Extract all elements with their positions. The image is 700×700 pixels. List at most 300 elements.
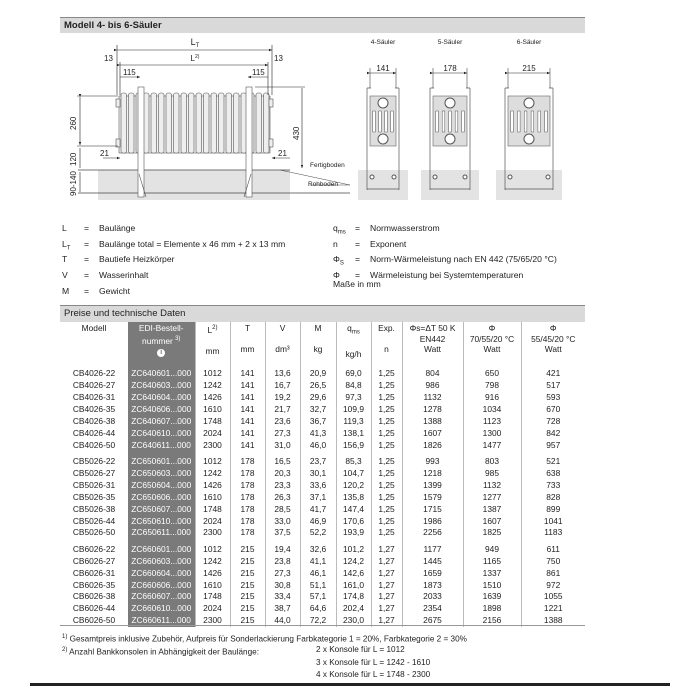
radiator-section bbox=[226, 93, 232, 153]
legend-symbol: Φ bbox=[333, 270, 340, 281]
cell: 1477 bbox=[463, 440, 521, 452]
anchor-bolt bbox=[463, 175, 467, 179]
cell: 36,7 bbox=[300, 416, 336, 428]
cell: 109,9 bbox=[336, 404, 371, 416]
legend-symbol: n bbox=[333, 238, 338, 249]
cell: 142,6 bbox=[336, 568, 371, 580]
cell: 1,25 bbox=[371, 468, 402, 480]
cell: 1826 bbox=[402, 440, 463, 452]
column-unit: dm³ bbox=[275, 344, 290, 354]
cell: ZC660610...000 bbox=[128, 603, 195, 615]
cell: 1012 bbox=[195, 456, 230, 468]
column-header: Exp. n bbox=[371, 322, 402, 359]
column-tube bbox=[391, 111, 394, 132]
cell: 957 bbox=[521, 440, 585, 452]
cell: 215 bbox=[230, 615, 265, 627]
dim-120: 120 bbox=[69, 152, 78, 166]
cell: 421 bbox=[521, 368, 585, 380]
cell: CB6026-35 bbox=[72, 579, 116, 590]
legend-equals: = bbox=[84, 238, 90, 249]
cell: 57,1 bbox=[300, 591, 336, 603]
cell: 1,27 bbox=[371, 580, 402, 592]
table-row bbox=[60, 516, 585, 528]
cell: 1165 bbox=[463, 556, 521, 568]
pipe-connection bbox=[445, 98, 455, 108]
cell: 32,7 bbox=[300, 404, 336, 416]
dim-115-right: 115 bbox=[252, 68, 265, 77]
side-width-label: 215 bbox=[522, 64, 536, 73]
legend-item bbox=[62, 239, 285, 255]
cell: 64,6 bbox=[300, 603, 336, 615]
cell: 1177 bbox=[402, 544, 463, 556]
cell: 2033 bbox=[402, 591, 463, 603]
cell: 1242 bbox=[195, 380, 230, 392]
dim-430: 430 bbox=[292, 126, 301, 140]
cell: CB4026-38 bbox=[72, 415, 116, 426]
column-unit: kg bbox=[313, 344, 323, 354]
legend-text: Wärmeleistung bei Systemtemperaturen bbox=[370, 270, 524, 281]
cell: CB5026-27 bbox=[72, 467, 116, 478]
cell: 1,25 bbox=[371, 504, 402, 516]
cell: 38,7 bbox=[265, 603, 300, 615]
column-header: Φs=ΔT 50 K EN442 Watt bbox=[402, 322, 463, 359]
cell: 16,7 bbox=[265, 380, 300, 392]
table-bottom-rule bbox=[60, 625, 585, 626]
cell: 949 bbox=[463, 544, 521, 556]
cell: 750 bbox=[521, 556, 585, 568]
legend-item bbox=[62, 223, 285, 239]
legend-item bbox=[333, 223, 557, 239]
cell: 13,6 bbox=[265, 368, 300, 380]
cell: 1898 bbox=[463, 603, 521, 615]
footnote-2 bbox=[62, 644, 259, 659]
cell: 19,4 bbox=[265, 544, 300, 556]
cell: 1242 bbox=[195, 468, 230, 480]
cell: 2675 bbox=[402, 615, 463, 627]
cell: 37,5 bbox=[265, 527, 300, 539]
cell: 141 bbox=[230, 368, 265, 380]
cell: 174,8 bbox=[336, 591, 371, 603]
anchor-bolt bbox=[370, 175, 374, 179]
cell: 23,6 bbox=[265, 416, 300, 428]
table-row bbox=[60, 468, 585, 480]
cell: 2024 bbox=[195, 516, 230, 528]
cell: 1579 bbox=[402, 492, 463, 504]
cell: 803 bbox=[463, 456, 521, 468]
legend-symbol: M bbox=[62, 285, 70, 296]
anchor-bolt bbox=[433, 175, 437, 179]
cell: 1388 bbox=[521, 615, 585, 627]
cell: CB6026-50 bbox=[72, 615, 116, 626]
cell: 215 bbox=[230, 544, 265, 556]
cell: 2024 bbox=[195, 603, 230, 615]
cell: ZC650603...000 bbox=[128, 468, 195, 480]
cell: ZC660603...000 bbox=[128, 556, 195, 568]
table-row bbox=[60, 591, 585, 603]
cell: CB5026-22 bbox=[72, 456, 116, 467]
legend-text: Gewicht bbox=[99, 285, 131, 296]
cell: 1123 bbox=[463, 416, 521, 428]
radiator-section bbox=[219, 93, 225, 153]
column-tube bbox=[538, 111, 541, 132]
legend-item bbox=[62, 286, 285, 302]
floor bbox=[98, 170, 290, 200]
cell: 27,3 bbox=[265, 568, 300, 580]
column-header: EDI-Bestell- nummer $^{3)}$ i bbox=[128, 322, 195, 359]
cell: 141 bbox=[230, 416, 265, 428]
cell: 1,27 bbox=[371, 544, 402, 556]
side-views bbox=[358, 39, 562, 200]
table-row bbox=[60, 368, 585, 380]
cell: 986 bbox=[402, 380, 463, 392]
radiator-section bbox=[121, 93, 127, 153]
cell: 41,1 bbox=[300, 556, 336, 568]
table-row bbox=[60, 544, 585, 556]
cell: 1610 bbox=[195, 492, 230, 504]
legend-equals: = bbox=[355, 254, 361, 265]
cell: ZC640607...000 bbox=[128, 416, 195, 428]
radiator-section bbox=[211, 93, 217, 153]
cell: 23,3 bbox=[265, 480, 300, 492]
cell: 141 bbox=[230, 440, 265, 452]
cell: ZC650606...000 bbox=[128, 492, 195, 504]
legend-symbol: V bbox=[62, 270, 68, 281]
cell: ZC650611...000 bbox=[128, 527, 195, 539]
cell: 638 bbox=[521, 468, 585, 480]
info-icon[interactable]: i bbox=[157, 349, 165, 357]
side-view-5-saeuler bbox=[421, 39, 479, 200]
cell: 37,1 bbox=[300, 492, 336, 504]
cell: ZC650607...000 bbox=[128, 504, 195, 516]
cell: 21,7 bbox=[265, 404, 300, 416]
cell: 202,4 bbox=[336, 603, 371, 615]
cell: 156,9 bbox=[336, 440, 371, 452]
dim-21-left: 21 bbox=[100, 149, 109, 158]
cell: 1,25 bbox=[371, 516, 402, 528]
cell: 1012 bbox=[195, 368, 230, 380]
cell: 1825 bbox=[463, 527, 521, 539]
column-unit: mm bbox=[240, 344, 255, 354]
konsole-line: 2 x Konsole für L = 1012 bbox=[316, 645, 405, 654]
legend-equals: = bbox=[355, 270, 361, 281]
column-header: $q_{ms}$ kg/h bbox=[336, 322, 371, 359]
cell: 1,27 bbox=[371, 615, 402, 627]
cell: 1426 bbox=[195, 392, 230, 404]
footnote-2-lines bbox=[316, 644, 430, 682]
cell: ZC640604...000 bbox=[128, 392, 195, 404]
cell: ZC640611...000 bbox=[128, 440, 195, 452]
anchor-bolt bbox=[392, 175, 396, 179]
legend-equals: = bbox=[84, 285, 90, 296]
column-header: T mm bbox=[230, 322, 265, 359]
cell: 1607 bbox=[463, 516, 521, 528]
cell: 1278 bbox=[402, 404, 463, 416]
side-view-6-saeuler bbox=[496, 39, 562, 200]
cell: 1,25 bbox=[371, 416, 402, 428]
pipe-connection bbox=[524, 98, 534, 108]
label-rohboden: Rohboden bbox=[308, 181, 338, 188]
cell: 1,27 bbox=[371, 603, 402, 615]
column-unit: n bbox=[384, 344, 389, 354]
cell: 2256 bbox=[402, 527, 463, 539]
cell: ZC650610...000 bbox=[128, 516, 195, 528]
cell: 1639 bbox=[463, 591, 521, 603]
dim-l: $L^{2)}$ bbox=[190, 54, 200, 63]
cell: CB5026-44 bbox=[72, 515, 116, 526]
cell: 97,3 bbox=[336, 392, 371, 404]
cell: 650 bbox=[463, 368, 521, 380]
anchor-bolt bbox=[546, 175, 550, 179]
cell: 138,1 bbox=[336, 428, 371, 440]
column-tube bbox=[379, 111, 382, 132]
legend-equals: = bbox=[84, 270, 90, 281]
cell: 1610 bbox=[195, 404, 230, 416]
cell: 1610 bbox=[195, 580, 230, 592]
table-row bbox=[60, 556, 585, 568]
radiator-section bbox=[196, 93, 202, 153]
cell: 1,25 bbox=[371, 456, 402, 468]
cell: 1012 bbox=[195, 544, 230, 556]
legend-text: Wasserinhalt bbox=[99, 270, 149, 281]
cell: 842 bbox=[521, 428, 585, 440]
cell: 215 bbox=[230, 603, 265, 615]
column-header: Φ 55/45/20 °C Watt bbox=[521, 322, 585, 359]
cell: 670 bbox=[521, 404, 585, 416]
units-note: Maße in mm bbox=[333, 279, 381, 289]
cell: 230,0 bbox=[336, 615, 371, 627]
dim-lt: $L_T$ bbox=[190, 37, 200, 49]
cell: 1873 bbox=[402, 580, 463, 592]
cell: ZC660607...000 bbox=[128, 591, 195, 603]
table-row bbox=[60, 492, 585, 504]
side-view-4-saeuler bbox=[358, 39, 408, 200]
cell: CB4026-35 bbox=[72, 403, 116, 414]
cell: 33,0 bbox=[265, 516, 300, 528]
anchor-bolt bbox=[508, 175, 512, 179]
table-row bbox=[60, 392, 585, 404]
page-bottom-rule bbox=[30, 683, 670, 686]
legend-text: Normwasserstrom bbox=[370, 223, 440, 233]
cell: 1748 bbox=[195, 416, 230, 428]
legend-text: Baulänge bbox=[99, 223, 136, 233]
column-unit: Watt bbox=[483, 344, 501, 354]
cell: 30,1 bbox=[300, 468, 336, 480]
radiator-section bbox=[159, 93, 165, 153]
cell: 1399 bbox=[402, 480, 463, 492]
cell: 161,0 bbox=[336, 580, 371, 592]
label-fertigboden: Fertigboden bbox=[310, 162, 345, 169]
floor bbox=[358, 170, 408, 200]
cell: CB4026-22 bbox=[72, 368, 116, 379]
cell: 28,5 bbox=[265, 504, 300, 516]
cell: 23,7 bbox=[300, 456, 336, 468]
table-row bbox=[60, 416, 585, 428]
cell: 611 bbox=[521, 544, 585, 556]
cell: CB4026-31 bbox=[72, 391, 116, 402]
konsole-line: 4 x Konsole für L = 1748 - 2300 bbox=[316, 670, 431, 679]
side-width-label: 178 bbox=[443, 64, 457, 73]
legend-symbol: L bbox=[62, 223, 67, 233]
cell: 916 bbox=[463, 392, 521, 404]
side-view-label: 6-Säuler bbox=[516, 39, 542, 46]
floor bbox=[496, 170, 562, 200]
side-view-label: 5-Säuler bbox=[437, 39, 463, 46]
cell: CB5026-38 bbox=[72, 503, 116, 514]
cell: 1,25 bbox=[371, 440, 402, 452]
legend-equals: = bbox=[355, 223, 361, 233]
cell: 1426 bbox=[195, 568, 230, 580]
cell: 1132 bbox=[463, 480, 521, 492]
cell: 46,0 bbox=[300, 440, 336, 452]
radiator-section bbox=[144, 93, 150, 153]
cell: 2300 bbox=[195, 527, 230, 539]
column-tube bbox=[455, 111, 458, 132]
legend-equals: = bbox=[84, 254, 90, 265]
cell: 44,0 bbox=[265, 615, 300, 627]
dim-115-left: 115 bbox=[123, 68, 136, 77]
cell: 178 bbox=[230, 468, 265, 480]
legend-symbol: $q_{ms}$ bbox=[333, 223, 346, 236]
cell: 1,27 bbox=[371, 591, 402, 603]
cell: 1748 bbox=[195, 591, 230, 603]
cell: 33,6 bbox=[300, 480, 336, 492]
cell: 1,27 bbox=[371, 568, 402, 580]
cell: 41,7 bbox=[300, 504, 336, 516]
cell: CB6026-22 bbox=[72, 543, 116, 554]
konsole-line: 3 x Konsole für L = 1242 - 1610 bbox=[316, 657, 431, 667]
radiator-section bbox=[234, 93, 240, 153]
column-tube bbox=[462, 111, 465, 132]
cell: 178 bbox=[230, 516, 265, 528]
cell: 19,2 bbox=[265, 392, 300, 404]
radiator-section bbox=[181, 93, 187, 153]
cell: ZC640603...000 bbox=[128, 380, 195, 392]
pipe-connection bbox=[524, 134, 534, 144]
cell: 2354 bbox=[402, 603, 463, 615]
cell: 141 bbox=[230, 404, 265, 416]
cell: 52,2 bbox=[300, 527, 336, 539]
cell: 23,8 bbox=[265, 556, 300, 568]
cell: 2300 bbox=[195, 440, 230, 452]
cell: 27,3 bbox=[265, 428, 300, 440]
radiator-section bbox=[264, 93, 270, 153]
cell: ZC660606...000 bbox=[128, 580, 195, 592]
cell: 517 bbox=[521, 380, 585, 392]
technical-data-table bbox=[60, 322, 585, 627]
cell: 1607 bbox=[402, 428, 463, 440]
cell: 26,5 bbox=[300, 380, 336, 392]
dim-90-140: 90-140 bbox=[69, 171, 78, 196]
cell: 72,2 bbox=[300, 615, 336, 627]
cell: ZC650601...000 bbox=[128, 456, 195, 468]
cell: 1,25 bbox=[371, 492, 402, 504]
cell: 1041 bbox=[521, 516, 585, 528]
footnote-text: Anzahl Bankkonsolen in Abhängigkeit der Baulänge: bbox=[69, 647, 259, 657]
legend-symbol: $L_T$ bbox=[62, 238, 71, 252]
cell: 104,7 bbox=[336, 468, 371, 480]
side-view-label: 4-Säuler bbox=[370, 39, 396, 46]
cell: ZC640610...000 bbox=[128, 428, 195, 440]
cell: 16,5 bbox=[265, 456, 300, 468]
cell: ZC660611...000 bbox=[128, 615, 195, 627]
cell: CB5026-31 bbox=[72, 479, 116, 490]
column-unit: Watt bbox=[544, 344, 562, 354]
cell: 1445 bbox=[402, 556, 463, 568]
cell: 1,25 bbox=[371, 368, 402, 380]
cell: 804 bbox=[402, 368, 463, 380]
cell: 972 bbox=[521, 580, 585, 592]
cell: 1986 bbox=[402, 516, 463, 528]
cell: 141 bbox=[230, 380, 265, 392]
column-tube bbox=[449, 111, 452, 132]
legend-text: Bautiefe Heizkörper bbox=[99, 254, 175, 265]
cell: 1055 bbox=[521, 591, 585, 603]
cell: 215 bbox=[230, 580, 265, 592]
cell: 215 bbox=[230, 568, 265, 580]
legend-text: Exponent bbox=[370, 238, 407, 249]
pipe-connection bbox=[378, 134, 388, 144]
radiator-dimension-drawing bbox=[0, 0, 700, 215]
table-row bbox=[60, 404, 585, 416]
cell: 147,4 bbox=[336, 504, 371, 516]
cell: 1218 bbox=[402, 468, 463, 480]
cell: CB4026-44 bbox=[72, 427, 116, 438]
cell: 1659 bbox=[402, 568, 463, 580]
column-tube bbox=[436, 111, 439, 132]
cell: 1,25 bbox=[371, 392, 402, 404]
legend-equals: = bbox=[84, 223, 90, 233]
footnote-mark: 1) bbox=[62, 634, 68, 640]
cell: 119,3 bbox=[336, 416, 371, 428]
cell: 141 bbox=[230, 428, 265, 440]
cell: 46,1 bbox=[300, 568, 336, 580]
radiator-section bbox=[204, 93, 210, 153]
radiator-section bbox=[174, 93, 180, 153]
cell: 798 bbox=[463, 380, 521, 392]
cell: 1,25 bbox=[371, 480, 402, 492]
cell: 46,9 bbox=[300, 516, 336, 528]
column-tube bbox=[373, 111, 376, 132]
cell: 1132 bbox=[402, 392, 463, 404]
cell: 135,8 bbox=[336, 492, 371, 504]
cell: 1300 bbox=[463, 428, 521, 440]
cell: CB6026-44 bbox=[72, 603, 116, 614]
cell: 20,9 bbox=[300, 368, 336, 380]
legend-right bbox=[333, 223, 557, 286]
cell: 20,3 bbox=[265, 468, 300, 480]
cell: CB4026-27 bbox=[72, 380, 116, 391]
cell: 84,8 bbox=[336, 380, 371, 392]
cell: 178 bbox=[230, 456, 265, 468]
cell: 1426 bbox=[195, 480, 230, 492]
cell: ZC640606...000 bbox=[128, 404, 195, 416]
cell: 215 bbox=[230, 556, 265, 568]
pipe-connection bbox=[445, 134, 455, 144]
cell: 1277 bbox=[463, 492, 521, 504]
cell: 1,27 bbox=[371, 556, 402, 568]
cell: 41,3 bbox=[300, 428, 336, 440]
cell: 899 bbox=[521, 504, 585, 516]
column-tube bbox=[511, 111, 514, 132]
cell: 178 bbox=[230, 504, 265, 516]
column-unit: mm bbox=[205, 345, 220, 356]
column-tube bbox=[442, 111, 445, 132]
radiator-section bbox=[151, 93, 157, 153]
dim-260: 260 bbox=[69, 116, 78, 130]
cell: 828 bbox=[521, 492, 585, 504]
table-row bbox=[60, 580, 585, 592]
column-header: Modell bbox=[81, 323, 107, 333]
